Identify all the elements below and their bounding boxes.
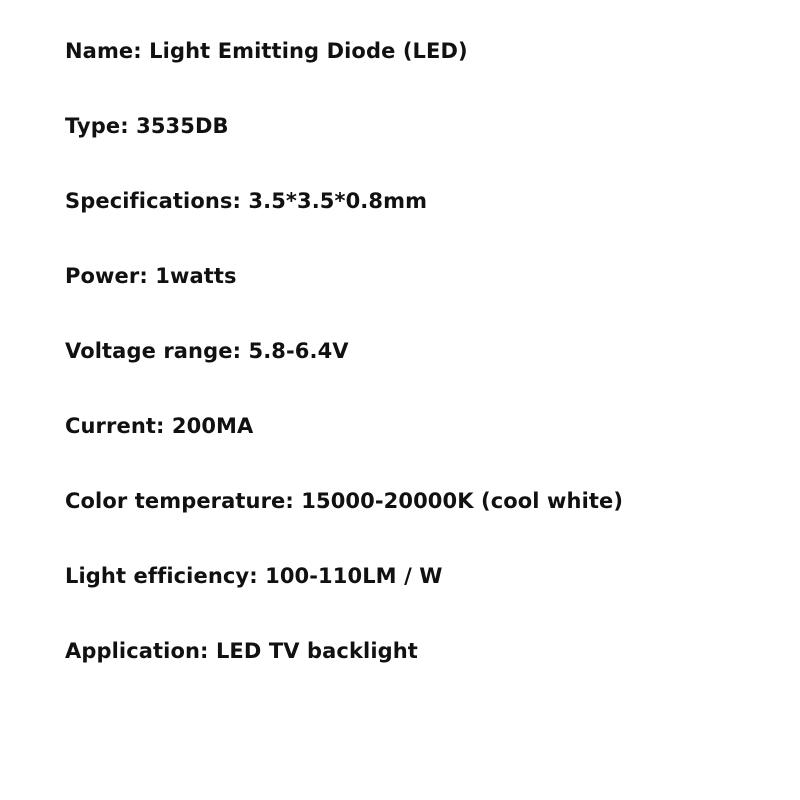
spec-power: Power: 1watts bbox=[65, 264, 237, 288]
spec-current: Current: 200MA bbox=[65, 414, 254, 438]
spec-type: Type: 3535DB bbox=[65, 114, 229, 138]
spec-specifications: Specifications: 3.5*3.5*0.8mm bbox=[65, 189, 428, 213]
spec-light-efficiency: Light efficiency: 100-110LM / W bbox=[65, 564, 443, 588]
spec-application: Application: LED TV backlight bbox=[65, 639, 418, 663]
spec-list bbox=[65, 36, 623, 711]
spec-voltage-range: Voltage range: 5.8-6.4V bbox=[65, 339, 349, 363]
spec-color-temperature: Color temperature: 15000-20000K (cool white) bbox=[65, 489, 624, 513]
spec-name: Name: Light Emitting Diode (LED) bbox=[65, 39, 468, 63]
